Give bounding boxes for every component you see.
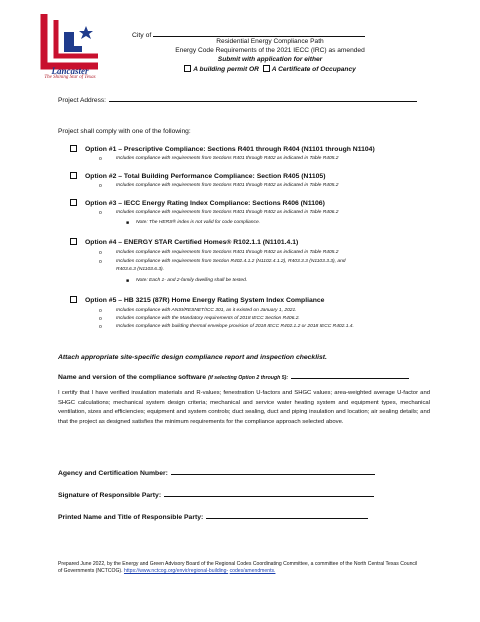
software-qualifier: (if selecting Option 2 through 5): — [207, 375, 289, 381]
option-5-item-2: Includes compliance with the Mandatory requirements of 2018 IECC Section R406.2. — [116, 316, 300, 321]
agency-label: Agency and Certification Number: — [58, 470, 168, 477]
option-1 — [70, 145, 375, 153]
signature-line[interactable] — [164, 490, 374, 497]
printed-name-label: Printed Name and Title of Responsible Party: — [58, 514, 204, 521]
project-address-field — [58, 95, 417, 105]
building-permit-checkbox[interactable] — [184, 65, 191, 72]
city-line[interactable] — [153, 30, 365, 37]
agency-field — [58, 468, 375, 477]
option-4-title: Option #4 – ENERGY STAR Certified Homes® R102.1.1 (N1101.4.1) — [85, 239, 299, 246]
submit-line: Submit with application for either — [217, 56, 323, 63]
option-4-checkbox[interactable] — [70, 238, 77, 245]
city-label: City of — [132, 32, 152, 39]
bullet-icon: o — [99, 324, 102, 330]
title-line1: Residential Energy Compliance Path — [216, 38, 324, 45]
bullet-icon: o — [99, 156, 102, 162]
bullet-icon: o — [99, 210, 102, 216]
option-2-item-1: Includes compliance with requirements from Sections R401 through R402 as indicated in Table R405.2 — [116, 183, 339, 188]
option-5-checkbox[interactable] — [70, 296, 77, 303]
option-3-note: Note: The HERS® index is not valid for code compliance. — [136, 220, 261, 225]
logo-slogan: The Shining Star of Texas — [44, 75, 96, 80]
option-5-title: Option #5 – HB 3215 (87R) Home Energy Rating System Index Compliance — [85, 297, 325, 304]
option-2 — [70, 172, 325, 180]
footer-link[interactable]: https://www.nctcog.org/envir/regional-building- — [123, 568, 229, 575]
software-label: Name and version of the compliance software — [58, 374, 207, 381]
title-line2: Energy Code Requirements of the 2021 IECC (IRC) as amended — [175, 47, 365, 54]
option-3 — [70, 199, 325, 207]
option-2-checkbox[interactable] — [70, 172, 77, 179]
signature-label: Signature of Responsible Party: — [58, 492, 162, 499]
footer-link-cont[interactable]: codes/amendments. — [229, 568, 276, 575]
agency-line[interactable] — [171, 468, 375, 475]
option-5-item-3: Includes compliance with building thermal envelope provision of 2018 IECC R402.1.2 or 2018 IECC R402.1.4. — [116, 324, 354, 329]
signature-field — [58, 490, 374, 499]
logo-name: Lancaster — [51, 66, 89, 76]
bullet-icon: o — [99, 183, 102, 189]
footer-text: Prepared June 2022, by the Energy and Green Advisory Board of the Regional Codes Coordinating Committee, a committee of the North Central Texas Council of Governments (NCTCOG). — [58, 561, 418, 575]
option-4 — [70, 238, 298, 246]
printed-name-field — [58, 512, 368, 521]
software-field — [58, 372, 409, 381]
bullet-icon: o — [99, 259, 102, 265]
certificate-checkbox[interactable] — [263, 65, 270, 72]
option-4-item-1: Includes compliance with requirements from Sections R401 through R402 as indicated in Table R405.2 — [116, 250, 339, 255]
option-1-title: Option #1 – Prescriptive Compliance: Sections R401 through R404 (N1101 through N1104) — [85, 146, 375, 153]
bullet-icon: o — [99, 308, 102, 314]
project-address-line[interactable] — [109, 95, 417, 102]
bullet-icon: o — [99, 316, 102, 322]
intro-text: Project shall comply with one of the following: — [58, 128, 191, 135]
option-3-item-1: Includes compliance with requirements from Sections R401 through R402 as indicated in Table R406.2 — [116, 210, 339, 215]
building-permit-label: A building permit OR — [193, 66, 259, 73]
printed-name-line[interactable] — [206, 512, 368, 519]
software-line[interactable] — [291, 372, 409, 379]
footer-note — [58, 561, 420, 576]
permit-choice — [120, 65, 420, 75]
option-4-item-2-cont: R403.6.3 (N1103.6.3). — [116, 267, 165, 272]
square-bullet-icon: ■ — [126, 220, 130, 226]
certificate-label: A Certificate of Occupancy — [271, 66, 356, 73]
project-address-label: Project Address: — [58, 97, 107, 104]
option-4-item-2: Includes compliance with requirements from Section R402.4.1.2 (N1102.4.1.2), R403.3.3 (N1103.3.3), and — [116, 259, 346, 264]
bullet-icon: o — [99, 250, 102, 256]
option-3-title: Option #3 – IECC Energy Rating Index Compliance: Sections R406 (N1106) — [85, 200, 325, 207]
option-5 — [70, 296, 324, 304]
certify-paragraph: I certify that I have verified insulation materials and R-values; fenestration U-factors and SHGC values; area-weighted average U-factor and SHGC calculations; mechanical system design criteria; mechanical and service water heating system and equipment types, mechanical ventilation, sizes and efficiencies; equipment and system controls; duct sealing, duct and piping insulation and location; air sealing details; and that the project as designed satisfies the minimum requirements for the compliance approach selected above. — [58, 390, 430, 425]
option-2-title: Option #2 – Total Building Performance Compliance: Section R405 (N1105) — [85, 173, 326, 180]
option-4-note: Note: Each 1- and 2-family dwelling shall be tested. — [136, 278, 248, 283]
option-1-checkbox[interactable] — [70, 145, 77, 152]
option-1-item-1: Includes compliance with requirements from Sections R401 through R402 as indicated in Table R405.2 — [116, 156, 339, 161]
option-5-item-1: Includes compliance with ANSI/RESNET/ICC 301, as it existed on January 1, 2021. — [116, 308, 297, 313]
square-bullet-icon: ■ — [126, 278, 130, 284]
option-3-checkbox[interactable] — [70, 199, 77, 206]
attach-text: Attach appropriate site-specific design compliance report and inspection checklist. — [58, 354, 327, 361]
